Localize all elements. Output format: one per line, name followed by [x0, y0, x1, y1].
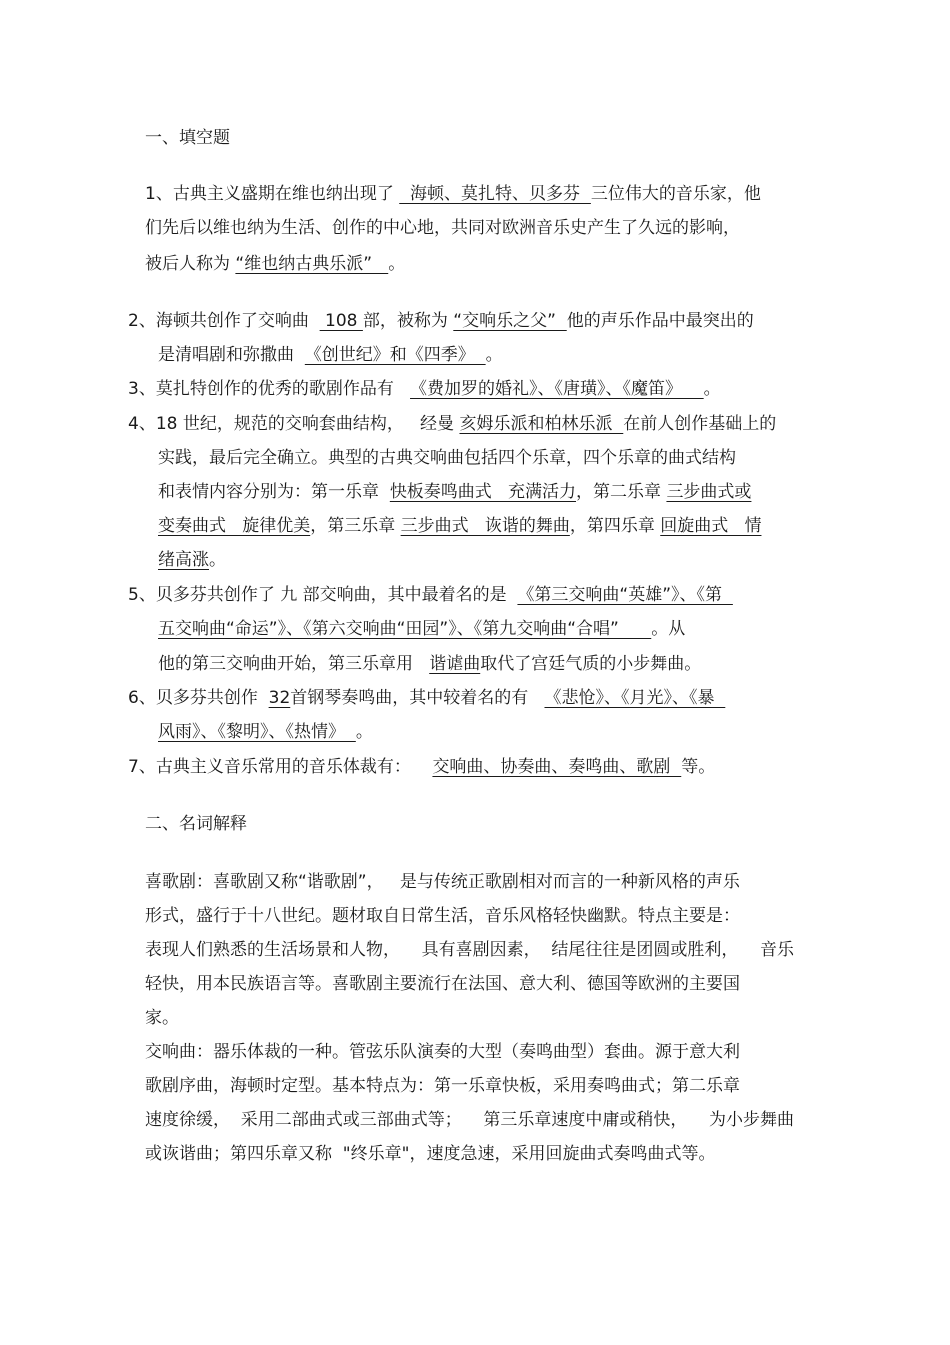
text-segment: 。 [388, 254, 406, 274]
text-segment: 被后人称为 [145, 254, 236, 274]
q2-line2 [158, 343, 503, 367]
text-segment: 是清唱剧和弥撒曲 [158, 345, 305, 365]
text-segment: 在前人创作基础上的 [623, 414, 777, 434]
q2-answer-title: “交响乐之父” [453, 311, 567, 331]
q5-line1 [128, 583, 733, 607]
q3-answer-operas: 《费加罗的婚礼》、《唐璜》、《魔笛》 [410, 379, 704, 399]
q5-answer-symphonies-b: 五交响曲“命运”》、《第六交响曲“田园”》、《第九交响曲“合唱” [158, 619, 652, 639]
text-segment: 他的声乐作品中最突出的 [566, 311, 754, 331]
q6-answer-sonatas-a: 《悲怆》、《月光》、《暴 [544, 688, 726, 708]
q4-answer-mvt1: 快板奏鸣曲式 充满活力 [389, 482, 577, 502]
q1-answer-composers: 海顿、莫扎特、贝多芬 [399, 184, 591, 204]
text-segment: 。从 [651, 619, 686, 639]
q4-answer-mvt2a: 三步曲式或 [666, 482, 752, 502]
q6-answer-sonatas-b: 风雨》、《黎明》、《热情》 [158, 722, 356, 742]
q2-answer-count: 108 [319, 311, 363, 331]
text-segment: 。 [485, 345, 503, 365]
text-segment: 2、海顿共创作了交响曲 [128, 311, 320, 331]
term1-line3: 表现人们熟悉的生活场景和人物， 具有喜剧因素， 结尾往往是团圆或胜利， 音乐 [145, 940, 795, 960]
text-segment: 他的第三交响曲开始，第三乐章用 [158, 654, 430, 674]
q4-line3 [158, 480, 751, 504]
q4-line4 [158, 514, 761, 538]
q4-answer-mvt2b: 变奏曲式 旋律优美 [158, 516, 311, 536]
q5-answer-scherzo: 谐谑曲 [429, 654, 481, 674]
term1-line4: 轻快，用本民族语言等。喜歌剧主要流行在法国、意大利、德国等欧洲的主要国 [145, 974, 740, 994]
text-segment: 部，被称为 [362, 311, 454, 331]
term1-line2: 形式，盛行于十八世纪。题材取自日常生活，音乐风格轻快幽默。特点主要是： [145, 906, 740, 926]
q1-line3 [145, 252, 405, 276]
q4-line2: 实践，最后完全确立。典型的古典交响曲包括四个乐章，四个乐章的曲式结构 [158, 448, 736, 468]
term2-line4: 或诙谐曲；第四乐章又称 "终乐章"，速度急速，采用回旋曲式奏鸣曲式等。 [145, 1144, 716, 1164]
q6-line1 [128, 686, 725, 710]
text-segment: ，第三乐章 [310, 516, 401, 536]
term2-line2: 歌剧序曲，海顿时定型。基本特点为：第一乐章快板，采用奏鸣曲式；第二乐章 [145, 1076, 740, 1096]
q6-answer-count: 32 [268, 688, 291, 708]
q4-answer-schools: 亥姆乐派和柏林乐派 [459, 414, 624, 434]
q1-line2: 们先后以维也纳为生活、创作的中心地，共同对欧洲音乐史产生了久远的影响， [145, 218, 740, 238]
text-segment: 6、贝多芬共创作 [128, 688, 269, 708]
text-segment: 4、18 世纪，规范的交响套曲结构， 经曼 [128, 414, 460, 434]
q4-answer-mvt4b: 绪高涨 [158, 550, 209, 570]
q1-answer-school: “维也纳古典乐派” [235, 254, 389, 274]
text-segment: 。 [703, 379, 721, 399]
section2-heading: 二、名词解释 [145, 814, 247, 834]
q2-line1 [128, 309, 754, 333]
text-segment: 取代了宫廷气质的小步舞曲。 [480, 654, 702, 674]
q4-line1 [128, 412, 776, 436]
text-segment: 7、古典主义音乐常用的音乐体裁有： [128, 757, 433, 777]
text-segment: 。 [209, 550, 226, 570]
text-segment: 三位伟大的音乐家，他 [590, 184, 761, 204]
term2-line1: 交响曲：器乐体裁的一种。管弦乐队演奏的大型（奏鸣曲型）套曲。源于意大利 [145, 1042, 740, 1062]
text-segment: 。 [355, 722, 373, 742]
q4-answer-mvt3: 三步曲式 诙谐的舞曲 [400, 516, 570, 536]
text-segment: 和表情内容分别为：第一乐章 [158, 482, 390, 502]
q7-answer-genres: 交响曲、协奏曲、奏鸣曲、歌剧 [432, 757, 682, 777]
text-segment: 等。 [681, 757, 716, 777]
q5-line2 [158, 617, 685, 641]
text-segment: 1、古典主义盛期在维也纳出现了 [145, 184, 400, 204]
q6-line2 [158, 720, 373, 744]
q4-line5 [158, 548, 226, 572]
q3-line1 [128, 377, 721, 401]
q4-answer-mvt4a: 回旋曲式 情 [660, 516, 762, 536]
text-segment: ，第二乐章 [576, 482, 667, 502]
term1-line1: 喜歌剧：喜歌剧又称“谐歌剧”， 是与传统正歌剧相对而言的一种新风格的声乐 [145, 872, 740, 892]
q5-line3 [158, 652, 701, 676]
q1-line1 [145, 182, 761, 206]
text-segment: ，第四乐章 [569, 516, 661, 536]
text-segment: 3、莫扎特创作的优秀的歌剧作品有 [128, 379, 411, 399]
section1-heading: 一、填空题 [145, 128, 230, 148]
q5-answer-symphonies-a: 《第三交响曲“英雄”》、《第 [517, 585, 733, 605]
q7-line1 [128, 755, 715, 779]
term2-line3: 速度徐缓， 采用二部曲式或三部曲式等； 第三乐章速度中庸或稍快， 为小步舞曲 [145, 1110, 795, 1130]
text-segment: 首钢琴奏鸣曲，其中较着名的有 [290, 688, 545, 708]
text-segment: 5、贝多芬共创作了 九 部交响曲，其中最着名的是 [128, 585, 518, 605]
q2-answer-works: 《创世纪》和《四季》 [304, 345, 486, 365]
term1-line5: 家。 [145, 1008, 179, 1028]
